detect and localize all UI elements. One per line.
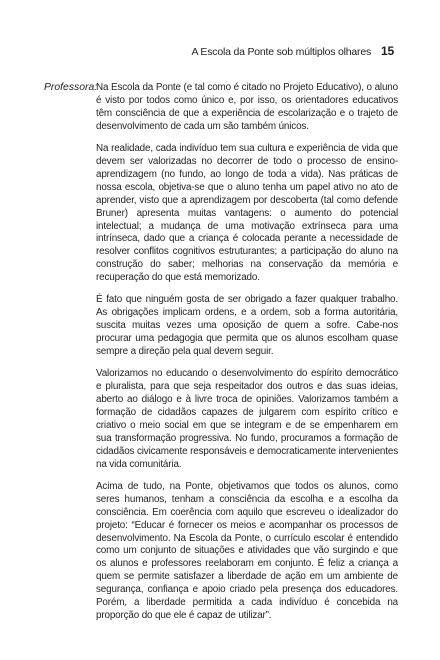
paragraph: É fato que ninguém gosta de ser obrigado a fazer qualquer trabalho. As obrigações implicam ordens, e a ordem, sob a forma autoritária, suscita muitas vezes uma oposição de quem a sofre. Cabe-nos procurar uma pedagogia que permita que os alunos escolham quase sempre a direção pela qual devem seguir. xyxy=(96,294,398,358)
paragraph: Acima de tudo, na Ponte, objetivamos que todos os alunos, como seres humanos, tenham a consciência da escolha e a escolha da consciência. Em coerência com aquilo que escreveu o idealizador do projeto: “Educar é fornecer os meios e acompanhar os processos de desenvolvimento. Na Escola da Ponte, o currículo escolar é entendido como um conjunto de situações e atividades que vão surgindo e que os alunos e professores reelaboram em conjunto. É feliz a criança a quem se permite satisfazer a liberdade de ação em um ambiente de segurança, confiança e apoio criado pela presença dos educadores. Porém, a liberdade permitida a cada indivíduo é concebida na proporção do que ele é capaz de utilizar”. xyxy=(96,480,398,622)
paragraph: Na Escola da Ponte (e tal como é citado no Projeto Educativo), o aluno é visto por todos como único e, por isso, os orientadores educativos têm consciência de que a experiência de escolarização e o trajeto de desenvolvimento de cada um são também únicos. xyxy=(96,82,398,132)
running-head xyxy=(191,44,394,58)
running-title: A Escola da Ponte sob múltiplos olhares xyxy=(191,46,372,58)
speaker-label: Professora: xyxy=(44,82,98,93)
page-number: 15 xyxy=(381,44,394,58)
body-text xyxy=(96,82,398,632)
paragraph: Na realidade, cada indivíduo tem sua cultura e experiência de vida que devem ser valorizadas no decorrer de todo o processo de ensino-aprendizagem (no fundo, ao longo de toda a vida). Nas práticas de nossa escola, objetiva-se que o aluno tenha um papel ativo no ato de aprender, visto que a aprendizagem por descoberta (tal como defende Bruner) apresenta muitas vantagens: o aumento do potencial intelectual; a mudança de uma motivação extrínseca para uma intrínseca, dado que a criança é colocada perante a necessidade de resolver conflitos cognitivos estruturantes; a participação do aluno na construção do saber; melhorias na conservação da memória e recuperação do que está memorizado. xyxy=(96,142,398,284)
paragraph: Valorizamos no educando o desenvolvimento do espírito democrático e pluralista, para que seja respeitador dos outros e das suas ideias, aberto ao diálogo e à livre troca de opiniões. Valorizamos também a formação de cidadãos capazes de julgarem com espírito crítico e criativo o meio social em que se integram e de se empenharem em sua transformação progressiva. No fundo, procuramos a formação de cidadãos civicamente responsáveis e democraticamente intervenientes na vida comunitária. xyxy=(96,368,398,470)
